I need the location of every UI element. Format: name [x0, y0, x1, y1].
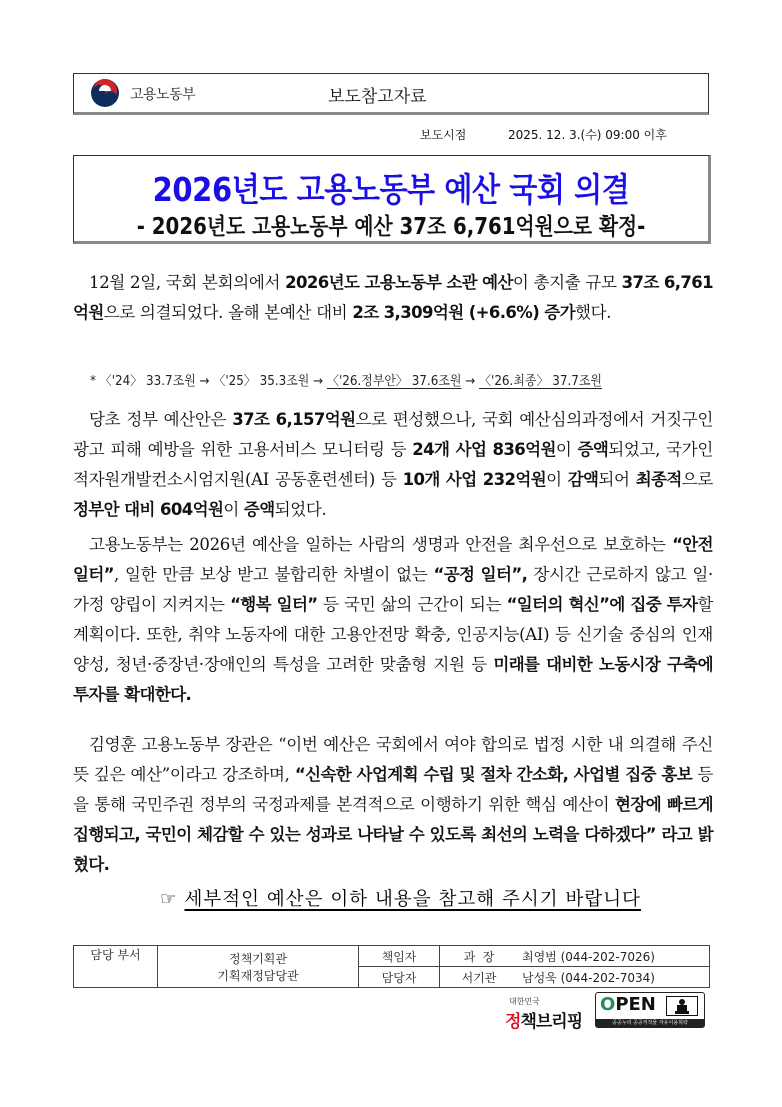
document-type: 보도참고자료	[328, 87, 427, 107]
bold-text: 증액	[577, 440, 609, 459]
release-time-line	[420, 126, 667, 143]
bold-text: 24개 사업 836억원	[412, 440, 556, 459]
dept-line-2: 기획재정담당관	[217, 968, 299, 983]
release-label: 보도시점	[420, 128, 467, 142]
reference-text: 세부적인 예산은 이하 내용을 참고해 주시기 바랍니다	[184, 889, 641, 910]
policy-briefing-logo	[505, 996, 582, 1032]
release-time: 2025. 12. 3.(수) 09:00 이후	[508, 128, 667, 142]
text: 당초 정부 예산안은	[89, 410, 233, 429]
text: 이	[555, 440, 578, 459]
main-title: 2026년도 고용노동부 예산 국회 의결	[152, 170, 630, 209]
bold-text: “일터의 혁신”에 집중 투자	[506, 595, 698, 614]
arrow-icon: →	[195, 374, 214, 389]
reference-line	[160, 885, 641, 911]
person-cell: 남성욱 (044-202-7034)	[518, 967, 710, 988]
text: 할 계획이다. 또한, 취약 노동자에 대한 고용안전망 확충, 인공지능(AI) 등 신기술 중심의 인재 양성, 청년·중장년·장애인의 특성을 고려한 맞춤형 지원 등	[73, 595, 713, 674]
bold-text: 감액	[567, 470, 599, 489]
text: , 일한 만큼 보상 받고 불합리한 차별이 없는	[113, 565, 434, 584]
bold-text: “안전 일터”	[73, 535, 713, 584]
logo-text-accent: 정	[505, 1012, 521, 1032]
paragraph-adjustments	[73, 405, 713, 525]
bold-text: 최종적	[635, 470, 682, 489]
text: 이 총지출 규모	[512, 273, 622, 292]
license-type-icon	[666, 996, 698, 1016]
budget-trend-note	[90, 370, 602, 389]
text: 이	[546, 470, 568, 489]
text: 되었고, 국가인적자원개발컨소시엄지원(AI 공동훈련센터) 등	[73, 440, 714, 489]
text: 장시간 근로하지 않고 일·가정 양립이 지켜지는	[73, 565, 713, 614]
bold-text: 10개 사업 232억원	[402, 470, 547, 489]
bold-text: 2026년도 고용노동부 소관 예산	[285, 273, 513, 292]
text: 12월 2일, 국회 본회의에서	[89, 273, 286, 292]
text: 으로	[681, 470, 713, 489]
note-2026-draft: 〈'26.정부안〉 37.6조원	[327, 374, 462, 389]
text: 등을 통해 국민주권 정부의 국정과제를 본격적으로 이행하기 위한 핵심 예산이	[73, 765, 713, 814]
open-o: O	[600, 994, 616, 1015]
text: 했다.	[574, 303, 612, 322]
text: 고용노동부는 2026년 예산을 일하는 사람의 생명과 안전을 최우선으로 보호하는	[89, 535, 673, 554]
bold-text: “신속한 사업계획 수립 및 절차 간소화, 사업별 집중 홍보	[294, 765, 693, 784]
bold-text: 정부안 대비 604억원	[73, 500, 224, 519]
bold-text: 미래를 대비한 노동시장 구축에 투자를 확대한다.	[73, 655, 713, 704]
bold-text: 37조 6,157억원	[232, 410, 356, 429]
text: 으로 편성했으나, 국회 예산심의과정에서 거짓구인광고 피해 예방을 위한 고용서비스 모니터링 등	[73, 410, 713, 459]
title-cell: 과 장	[440, 946, 519, 967]
bold-text: 37조 6,761억원	[73, 273, 714, 322]
text: 으로 의결되었다. 올해 본예산 대비	[103, 303, 353, 322]
dept-name	[158, 946, 359, 988]
role-cell: 담당자	[359, 967, 440, 988]
open-license-badge	[595, 992, 705, 1028]
text: 김영훈 고용노동부 장관은 “이번 예산은 국회에서 여야 합의로 법정 시한 내 의결해 주신 뜻 깊은 예산”이라고 강조하며,	[73, 735, 713, 784]
note-2025: 〈'25〉 35.3조원	[213, 374, 310, 389]
table-row	[74, 946, 710, 967]
text: 되어	[598, 470, 636, 489]
bold-text: 2조 3,309억원 (+6.6%) 증가	[352, 303, 575, 322]
arrow-icon: →	[309, 374, 328, 389]
dept-line-1: 정책기획관	[229, 951, 287, 966]
arrow-icon: →	[461, 374, 480, 389]
contact-table	[73, 945, 710, 988]
title-box	[73, 155, 711, 244]
person-cell: 최영범 (044-202-7026)	[518, 946, 710, 967]
sub-title: - 2026년도 고용노동부 예산 37조 6,761억원으로 확정-	[136, 214, 646, 240]
bold-text: “행복 일터”	[230, 595, 318, 614]
open-word: PEN	[615, 994, 656, 1015]
note-bullet: *	[90, 374, 100, 389]
role-cell: 책임자	[359, 946, 440, 967]
pointing-hand-icon: ☞	[160, 889, 178, 910]
bold-text: “공정 일터”,	[433, 565, 528, 584]
note-2026-final: 〈'26.최종〉 37.7조원	[479, 374, 602, 389]
text: 등 국민 삶의 근간이 되는	[317, 595, 507, 614]
bold-text: 증액	[243, 500, 275, 519]
paragraph-minister-quote	[73, 730, 713, 880]
open-license-strip: 공공누리 공공저작물 자유이용허락	[596, 1019, 704, 1027]
text: 이	[223, 500, 244, 519]
title-cell: 서기관	[440, 967, 519, 988]
logo-small-text: 대한민국	[509, 997, 540, 1006]
government-emblem-icon	[90, 78, 120, 108]
paragraph-priorities	[73, 530, 713, 710]
org-name: 고용노동부	[130, 87, 196, 103]
paragraph-summary	[73, 268, 713, 328]
text: 되었다.	[274, 500, 327, 519]
bold-text: 현장에 빠르게 집행되고, 국민이 체감할 수 있는 성과로 나타날 수 있도록 최선의 노력을 다하겠다” 라고 밝혔다.	[73, 795, 713, 874]
logo-text: 책브리핑	[520, 1012, 583, 1032]
open-logo	[600, 994, 656, 1015]
dept-label: 담당 부서	[74, 946, 158, 988]
note-2024: 〈'24〉 33.7조원	[99, 374, 196, 389]
header-box	[73, 73, 709, 115]
